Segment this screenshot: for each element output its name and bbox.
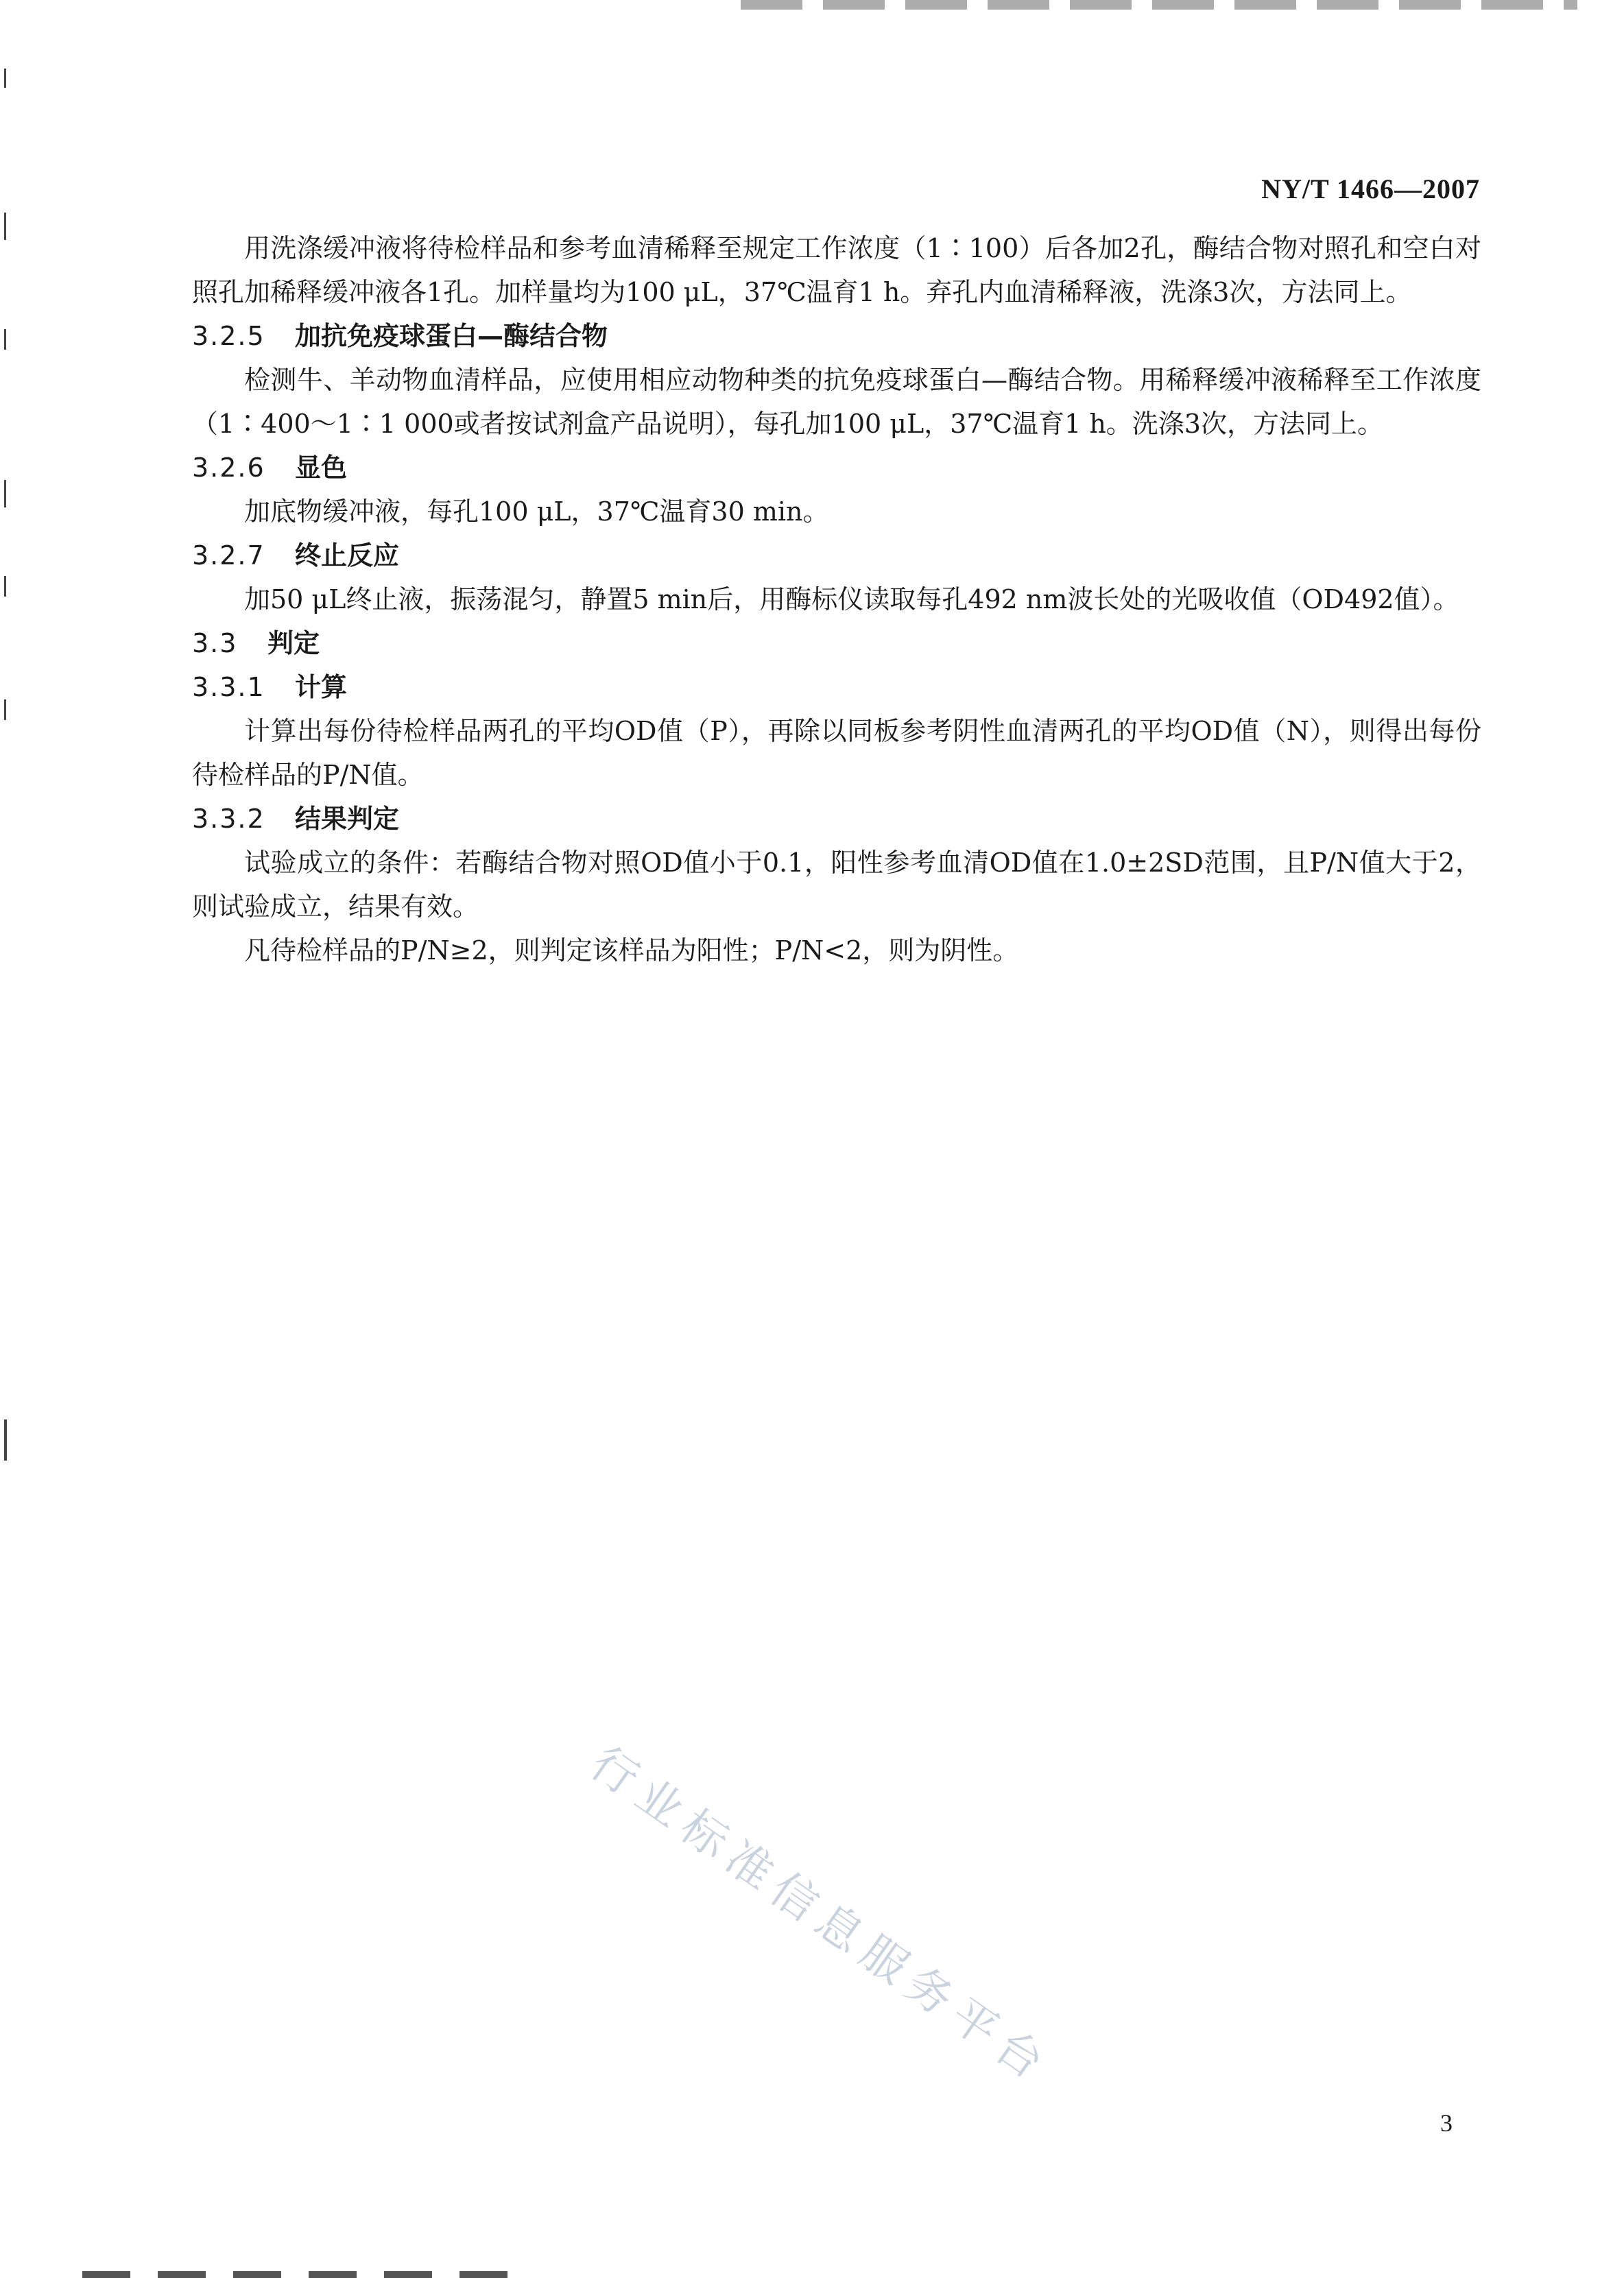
section-heading	[192, 797, 1481, 841]
body-paragraph: 计算出每份待检样品两孔的平均OD值（P），再除以同板参考阴性血清两孔的平均OD值（N），则得出每份待检样品的P/N值。	[192, 716, 1481, 790]
standard-code: NY/T 1466—2007	[1261, 173, 1480, 204]
section-number: 3.2.6	[192, 453, 265, 483]
section-title: 加抗免疫球蛋白—酶结合物	[295, 321, 608, 351]
section-number: 3.2.5	[192, 321, 265, 351]
body-paragraph: 加底物缓冲液，每孔100 μL，37℃温育30 min。	[244, 496, 829, 527]
section-number: 3.3.2	[192, 804, 265, 834]
section-number: 3.3	[192, 628, 238, 658]
section-heading	[192, 314, 1481, 358]
section-heading	[192, 665, 1481, 709]
section-heading	[192, 621, 1481, 665]
body-paragraph: 试验成立的条件：若酶结合物对照OD值小于0.1，阳性参考血清OD值在1.0±2SD范围，且P/N值大于2，则试验成立，结果有效。	[192, 848, 1481, 922]
section-number: 3.2.7	[192, 540, 265, 571]
section-title: 计算	[295, 672, 348, 702]
body-paragraph: 凡待检样品的P/N≥2，则判定该样品为阳性；P/N<2，则为阴性。	[244, 935, 1019, 966]
section-title: 结果判定	[295, 804, 400, 834]
section-number: 3.3.1	[192, 672, 265, 702]
body-paragraph: 用洗涤缓冲液将待检样品和参考血清稀释至规定工作浓度（1∶100）后各加2孔，酶结合物对照孔和空白对照孔加稀释缓冲液各1孔。加样量均为100 μL，37℃温育1 h。弃孔内血清稀释液，洗涤3次，方法同上。	[192, 233, 1481, 307]
section-heading	[192, 533, 1481, 577]
section-title: 终止反应	[295, 540, 400, 571]
watermark-text: 行业标准信息服务平台	[581, 1736, 1061, 2095]
page-number: 3	[1440, 2109, 1453, 2137]
section-title: 判定	[267, 628, 320, 658]
body-paragraph: 加50 μL终止液，振荡混匀，静置5 min后，用酶标仪读取每孔492 nm波长处的光吸收值（OD492值）。	[244, 584, 1459, 614]
section-heading	[192, 446, 1481, 490]
scan-margin-marks	[4, 41, 7, 1481]
scan-top-dashes	[741, 0, 1577, 10]
scan-bottom-dashes	[82, 2271, 508, 2278]
body-paragraph: 检测牛、羊动物血清样品，应使用相应动物种类的抗免疫球蛋白—酶结合物。用稀释缓冲液稀释至工作浓度（1∶400～1∶1 000或者按试剂盒产品说明），每孔加100 μL，37℃温育1 h。洗涤3次，方法同上。	[192, 365, 1481, 439]
document-body	[192, 226, 1481, 972]
section-title: 显色	[295, 453, 348, 483]
